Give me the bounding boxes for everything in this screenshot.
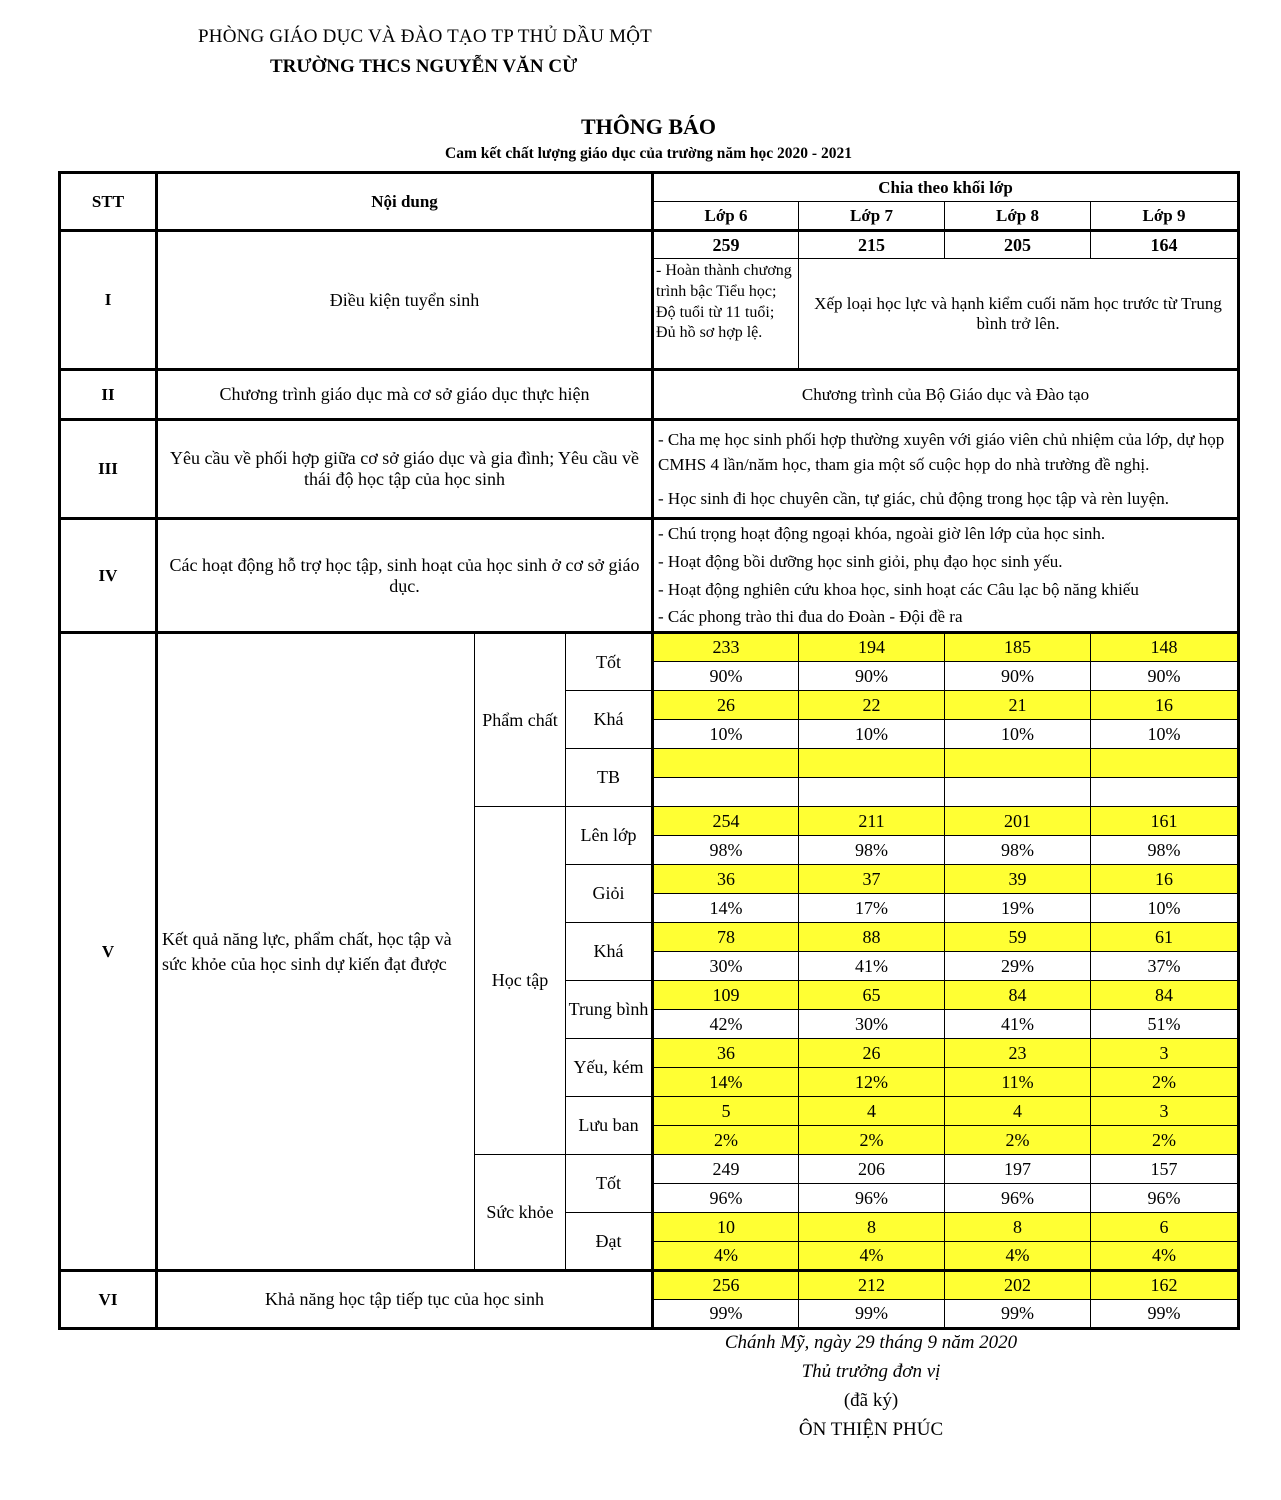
stat-percent: 14% xyxy=(653,1068,799,1097)
stat-percent: 98% xyxy=(1091,836,1239,865)
stat-label: TB xyxy=(566,749,653,807)
stat-count: 26 xyxy=(799,1039,945,1068)
row-number: III xyxy=(60,420,157,519)
stat-count: 161 xyxy=(1091,807,1239,836)
row-label: Khả năng học tập tiếp tục của học sinh xyxy=(157,1271,653,1329)
stat-count: 4 xyxy=(799,1097,945,1126)
stat-count: 16 xyxy=(1091,691,1239,720)
stat-percent: 96% xyxy=(653,1184,799,1213)
stat-percent: 10% xyxy=(1091,894,1239,923)
stat-count: 61 xyxy=(1091,923,1239,952)
program-value: Chương trình của Bộ Giáo dục và Đào tạo xyxy=(653,370,1239,420)
stat-percent: 99% xyxy=(1091,1300,1239,1329)
stat-label: Lưu ban xyxy=(566,1097,653,1155)
stat-percent: 37% xyxy=(1091,952,1239,981)
stat-count: 3 xyxy=(1091,1039,1239,1068)
stat-percent: 4% xyxy=(799,1242,945,1271)
row-label: Kết quả năng lực, phẩm chất, học tập và sức khỏe của học sinh dự kiến đạt được xyxy=(157,633,475,1271)
header-grade: Lớp 7 xyxy=(799,202,945,231)
stat-count: 233 xyxy=(653,633,799,662)
stat-percent: 42% xyxy=(653,1010,799,1039)
stat-count: 26 xyxy=(653,691,799,720)
stat-percent: 4% xyxy=(1091,1242,1239,1271)
stat-count: 88 xyxy=(799,923,945,952)
total-students: 164 xyxy=(1091,231,1239,259)
stat-percent: 99% xyxy=(945,1300,1091,1329)
signature-name: ÔN THIỆN PHÚC xyxy=(798,1419,944,1440)
row-label: Chương trình giáo dục mà cơ sở giáo dục thực hiện xyxy=(157,370,653,420)
support-activity: - Các phong trào thi đua do Đoàn - Đội đề ra xyxy=(658,607,963,627)
stat-percent: 96% xyxy=(945,1184,1091,1213)
stat-count: 22 xyxy=(799,691,945,720)
stat-percent: 10% xyxy=(945,720,1091,749)
stat-count xyxy=(945,749,1091,778)
stat-percent: 19% xyxy=(945,894,1091,923)
stat-percent: 2% xyxy=(945,1126,1091,1155)
group-pham-chat: Phẩm chất xyxy=(475,633,566,807)
stat-count: 5 xyxy=(653,1097,799,1126)
stat-percent: 90% xyxy=(945,662,1091,691)
stat-count: 254 xyxy=(653,807,799,836)
stat-percent: 10% xyxy=(1091,720,1239,749)
total-students: 259 xyxy=(653,231,799,259)
stat-label: Lên lớp xyxy=(566,807,653,865)
stat-count: 148 xyxy=(1091,633,1239,662)
stat-percent: 98% xyxy=(799,836,945,865)
stat-percent: 96% xyxy=(1091,1184,1239,1213)
stat-count: 59 xyxy=(945,923,1091,952)
stat-count: 162 xyxy=(1091,1271,1239,1300)
stat-count: 194 xyxy=(799,633,945,662)
row-number: II xyxy=(60,370,157,420)
department-name: PHÒNG GIÁO DỤC VÀ ĐÀO TẠO TP THỦ DẦU MỘT xyxy=(198,26,652,47)
stat-label: Tốt xyxy=(566,1155,653,1213)
row-number: I xyxy=(60,231,157,370)
support-activity: - Chú trọng hoạt động ngoại khóa, ngoài giờ lên lớp của học sinh. xyxy=(658,524,1106,544)
attitude-note: - Học sinh đi học chuyên cần, tự giác, chủ động trong học tập và rèn luyện. xyxy=(658,488,1170,508)
stat-percent: 99% xyxy=(653,1300,799,1329)
header-grade-group: Chia theo khối lớp xyxy=(653,173,1239,202)
stat-percent: 2% xyxy=(653,1126,799,1155)
stat-count: 197 xyxy=(945,1155,1091,1184)
document-subtitle: Cam kết chất lượng giáo dục của trường năm học 2020 - 2021 xyxy=(445,145,852,162)
stat-count: 212 xyxy=(799,1271,945,1300)
stat-count: 16 xyxy=(1091,865,1239,894)
signature-signed: (đã ký) xyxy=(843,1390,899,1411)
cooperation-note: - Cha mẹ học sinh phối hợp thường xuyên với giáo viên chủ nhiệm của lớp, dự họp CMHS 4 lần/năm học, tham gia một số cuộc họp do nhà trường đề nghị. xyxy=(658,429,1225,475)
stat-percent: 17% xyxy=(799,894,945,923)
stat-count: 249 xyxy=(653,1155,799,1184)
stat-label: Giỏi xyxy=(566,865,653,923)
stat-count: 157 xyxy=(1091,1155,1239,1184)
row-label: Điều kiện tuyển sinh xyxy=(157,231,653,370)
stat-percent: 98% xyxy=(653,836,799,865)
stat-percent: 29% xyxy=(945,952,1091,981)
stat-percent: 4% xyxy=(945,1242,1091,1271)
stat-count: 206 xyxy=(799,1155,945,1184)
stat-count: 84 xyxy=(945,981,1091,1010)
stat-percent: 41% xyxy=(945,1010,1091,1039)
group-suc-khoe: Sức khỏe xyxy=(475,1155,566,1271)
row-label: Các hoạt động hỗ trợ học tập, sinh hoạt của học sinh ở cơ sở giáo dục. xyxy=(157,519,653,633)
support-activity: - Hoạt động bồi dưỡng học sinh giỏi, phụ đạo học sinh yếu. xyxy=(658,551,1063,571)
stat-label: Trung bình xyxy=(566,981,653,1039)
stat-count: 65 xyxy=(799,981,945,1010)
stat-count: 109 xyxy=(653,981,799,1010)
school-name: TRƯỜNG THCS NGUYỄN VĂN CỪ xyxy=(270,56,578,77)
signature-position: Thủ trưởng đơn vị xyxy=(801,1361,941,1382)
header-grade: Lớp 6 xyxy=(653,202,799,231)
header-grade: Lớp 9 xyxy=(1091,202,1239,231)
stat-percent: 41% xyxy=(799,952,945,981)
stat-percent: 4% xyxy=(653,1242,799,1271)
stat-count: 8 xyxy=(799,1213,945,1242)
row-number: VI xyxy=(60,1271,157,1329)
stat-percent: 10% xyxy=(799,720,945,749)
header-stt: STT xyxy=(60,173,157,231)
stat-count: 256 xyxy=(653,1271,799,1300)
stat-count: 39 xyxy=(945,865,1091,894)
stat-count: 201 xyxy=(945,807,1091,836)
stat-count: 84 xyxy=(1091,981,1239,1010)
stat-percent: 2% xyxy=(799,1126,945,1155)
stat-count: 211 xyxy=(799,807,945,836)
total-students: 205 xyxy=(945,231,1091,259)
stat-count xyxy=(799,749,945,778)
stat-percent: 90% xyxy=(799,662,945,691)
group-hoc-tap: Học tập xyxy=(475,807,566,1155)
header-grade: Lớp 8 xyxy=(945,202,1091,231)
stat-percent: 10% xyxy=(653,720,799,749)
stat-label: Khá xyxy=(566,691,653,749)
signature-place-date: Chánh Mỹ, ngày 29 tháng 9 năm 2020 xyxy=(724,1332,1018,1353)
stat-count: 36 xyxy=(653,1039,799,1068)
commitment-table xyxy=(58,171,1240,1330)
stat-count: 3 xyxy=(1091,1097,1239,1126)
total-students: 215 xyxy=(799,231,945,259)
stat-count: 23 xyxy=(945,1039,1091,1068)
stat-count: 10 xyxy=(653,1213,799,1242)
admission-condition-others: Xếp loại học lực và hạnh kiểm cuối năm học trước từ Trung bình trở lên. xyxy=(799,259,1239,370)
stat-count xyxy=(1091,749,1239,778)
stat-percent xyxy=(945,778,1091,807)
stat-count: 185 xyxy=(945,633,1091,662)
stat-count: 21 xyxy=(945,691,1091,720)
row-number: V xyxy=(60,633,157,1271)
stat-percent: 98% xyxy=(945,836,1091,865)
stat-percent: 90% xyxy=(653,662,799,691)
stat-percent: 30% xyxy=(799,1010,945,1039)
stat-percent: 14% xyxy=(653,894,799,923)
stat-count: 8 xyxy=(945,1213,1091,1242)
stat-percent: 11% xyxy=(945,1068,1091,1097)
stat-percent: 2% xyxy=(1091,1068,1239,1097)
stat-percent xyxy=(1091,778,1239,807)
stat-count: 78 xyxy=(653,923,799,952)
stat-percent xyxy=(799,778,945,807)
stat-label: Đạt xyxy=(566,1213,653,1271)
stat-count: 36 xyxy=(653,865,799,894)
stat-count: 4 xyxy=(945,1097,1091,1126)
admission-condition-grade6: - Hoàn thành chương trình bậc Tiểu học; Độ tuổi từ 11 tuổi; Đủ hồ sơ hợp lệ. xyxy=(653,259,799,370)
stat-percent: 51% xyxy=(1091,1010,1239,1039)
stat-count: 37 xyxy=(799,865,945,894)
stat-percent: 12% xyxy=(799,1068,945,1097)
stat-label: Tốt xyxy=(566,633,653,691)
row-label: Yêu cầu về phối hợp giữa cơ sở giáo dục và gia đình; Yêu cầu về thái độ học tập của học sinh xyxy=(157,420,653,519)
stat-percent: 96% xyxy=(799,1184,945,1213)
stat-count: 6 xyxy=(1091,1213,1239,1242)
stat-percent: 90% xyxy=(1091,662,1239,691)
support-activity: - Hoạt động nghiên cứu khoa học, sinh hoạt các Câu lạc bộ năng khiếu xyxy=(658,579,1139,599)
stat-percent: 30% xyxy=(653,952,799,981)
document-title: THÔNG BÁO xyxy=(580,114,717,139)
stat-count xyxy=(653,749,799,778)
row-number: IV xyxy=(60,519,157,633)
stat-label: Yếu, kém xyxy=(566,1039,653,1097)
stat-label: Khá xyxy=(566,923,653,981)
stat-percent xyxy=(653,778,799,807)
stat-count: 202 xyxy=(945,1271,1091,1300)
stat-percent: 2% xyxy=(1091,1126,1239,1155)
header-content: Nội dung xyxy=(157,173,653,231)
stat-percent: 99% xyxy=(799,1300,945,1329)
